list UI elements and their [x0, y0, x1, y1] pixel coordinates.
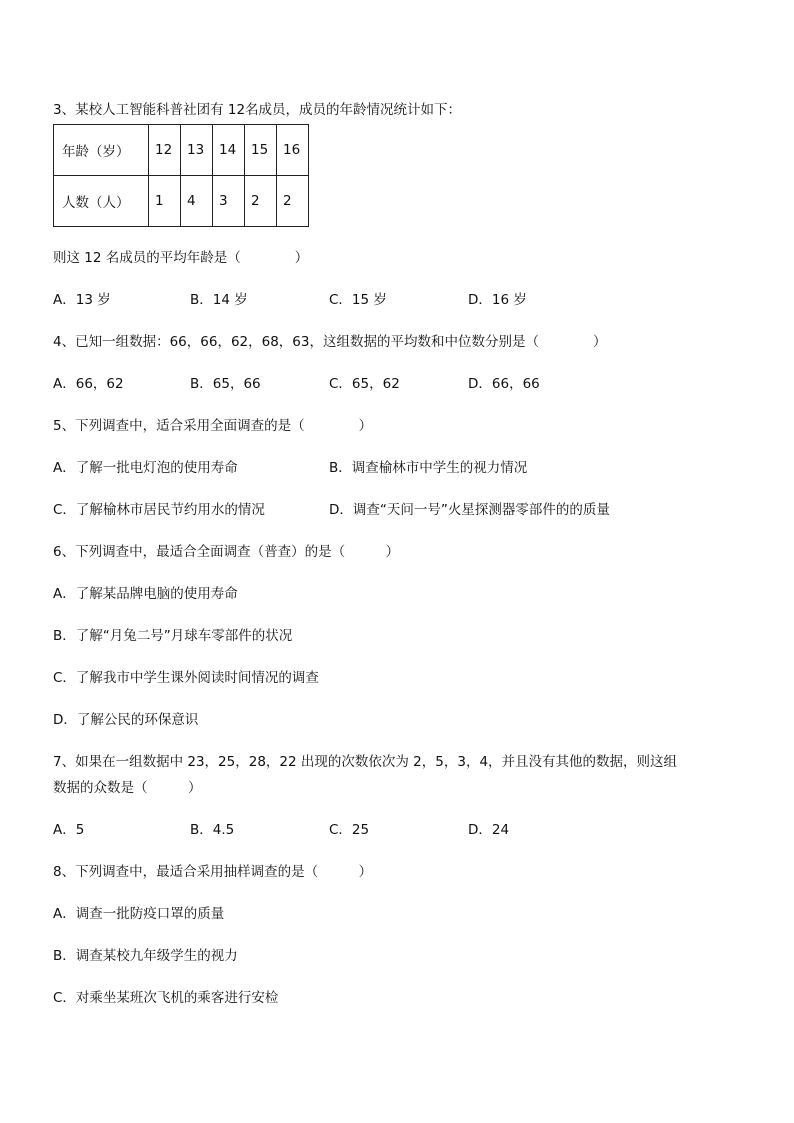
q5-option-c: C．了解榆林市居民节约用水的情况 — [53, 502, 265, 518]
age-cell: 13 — [181, 125, 213, 176]
q5-option-b: B．调查榆林市中学生的视力情况 — [329, 460, 528, 476]
q5-stem: 5、下列调查中，适合采用全面调查的是（ ） — [53, 418, 373, 434]
q4-option-d: D．66，66 — [468, 376, 540, 392]
age-cell: 14 — [213, 125, 245, 176]
q7-option-c: C．25 — [329, 822, 370, 838]
q7-stem-line1: 7、如果在一组数据中 23，25，28，22 出现的次数依次为 2，5，3，4，并且没有其他的数据，则这组 — [53, 754, 678, 770]
q4-stem: 4、已知一组数据：66，66，62，68，63，这组数据的平均数和中位数分别是（ ） — [53, 334, 607, 350]
age-cell: 16 — [277, 125, 309, 176]
q7-stem-line2: 数据的众数是（ ） — [53, 780, 202, 796]
q6-option-a: A．了解某品牌电脑的使用寿命 — [53, 586, 238, 602]
age-stats-table — [53, 124, 309, 227]
q3-option-d: D．16 岁 — [468, 292, 527, 308]
q3-option-c: C．15 岁 — [329, 292, 387, 308]
count-cell: 2 — [245, 176, 277, 227]
age-header-cell: 年龄（岁） — [54, 125, 149, 176]
q8-stem: 8、下列调查中，最适合采用抽样调查的是（ ） — [53, 864, 373, 880]
q6-stem: 6、下列调查中，最适合全面调查（普查）的是（ ） — [53, 544, 400, 560]
count-cell: 2 — [277, 176, 309, 227]
count-cell: 1 — [149, 176, 181, 227]
q5-option-a: A．了解一批电灯泡的使用寿命 — [53, 460, 238, 476]
age-cell: 15 — [245, 125, 277, 176]
q8-option-c: C．对乘坐某班次飞机的乘客进行安检 — [53, 990, 279, 1006]
q5-option-d: D．调查“天问一号”火星探测器零部件的的质量 — [329, 502, 610, 518]
q4-option-a: A．66，62 — [53, 376, 124, 392]
q6-option-b: B．了解“月兔二号”月球车零部件的状况 — [53, 628, 293, 644]
q8-option-b: B．调查某校九年级学生的视力 — [53, 948, 238, 964]
q3-stem: 3、某校人工智能科普社团有 12名成员，成员的年龄情况统计如下： — [53, 102, 462, 118]
count-cell: 3 — [213, 176, 245, 227]
count-cell: 4 — [181, 176, 213, 227]
q6-option-c: C．了解我市中学生课外阅读时间情况的调查 — [53, 670, 319, 686]
table-row-counts — [54, 176, 309, 227]
q4-option-c: C．65，62 — [329, 376, 400, 392]
q4-option-b: B．65，66 — [190, 376, 261, 392]
q3-option-a: A．13 岁 — [53, 292, 111, 308]
q3-question: 则这 12 名成员的平均年龄是（ ） — [53, 250, 309, 266]
q6-option-d: D．了解公民的环保意识 — [53, 712, 199, 728]
q7-option-d: D．24 — [468, 822, 510, 838]
count-header-cell: 人数（人） — [54, 176, 149, 227]
q8-option-a: A．调查一批防疫口罩的质量 — [53, 906, 225, 922]
age-cell: 12 — [149, 125, 181, 176]
q3-option-b: B．14 岁 — [190, 292, 248, 308]
q7-option-a: A．5 — [53, 822, 85, 838]
q7-option-b: B．4.5 — [190, 822, 235, 838]
table-row-ages — [54, 125, 309, 176]
